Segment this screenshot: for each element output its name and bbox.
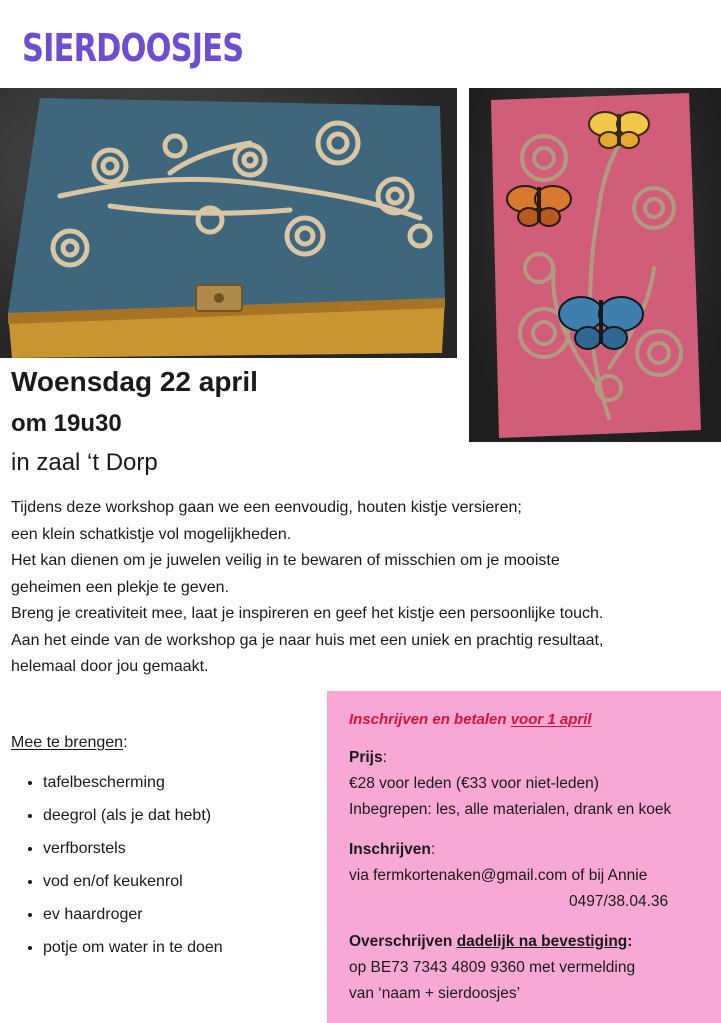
event-time: om 19u30 [11,410,122,437]
list-item: • verfborstels [43,832,311,865]
bring-list-section [11,730,311,964]
list-item: • ev haardroger [43,898,311,931]
description-line: Aan het einde van de workshop ga je naar huis met een uniek en prachtig resultaat, [11,631,604,649]
photo-pink-box [469,88,721,442]
description-line: geheimen een plekje te geven. [11,578,229,596]
price-label: Prijs [349,749,383,766]
price-section: Prijs: €28 voor leden (€33 voor niet-leden) Inbegrepen: les, alle materialen, drank en koek [349,745,721,823]
bring-heading: Mee te brengen: [11,734,128,751]
photo-blue-box [0,88,457,358]
signup-section: Inschrijven: via fermkortenaken@gmail.com of bij Annie 0497/38.04.36 [349,837,721,915]
signup-line: via fermkortenaken@gmail.com of bij Annie [349,867,648,884]
page-title: SIERDOOSJES [22,26,244,70]
signup-label: Inschrijven [349,841,431,858]
description-line: helemaal door jou gemaakt. [11,658,209,675]
transfer-line: op BE73 7343 4809 9360 met vermelding [349,959,636,976]
description [11,495,716,681]
description-line: Tijdens deze workshop gaan we een eenvoudig, houten kistje versieren; [11,499,522,516]
description-line: Het kan dienen om je juwelen veilig in te bewaren of misschien om je mooiste [11,552,560,569]
list-item: • deegrol (als je dat hebt) [43,799,311,832]
included-line: Inbegrepen: les, alle materialen, drank en koek [349,801,672,818]
event-place: in zaal ‘t Dorp [11,449,158,476]
description-line: een klein schatkistje vol mogelijkheden. [11,525,292,543]
list-item: • potje om water in te doen [43,931,311,964]
list-item: • tafelbescherming [43,766,311,799]
registration-box [327,691,721,1023]
price-line: €28 voor leden (€33 voor niet-leden) [349,775,599,792]
description-line: Breng je creativiteit mee, laat je inspireren en geef het kistje een persoonlijke touch. [11,605,604,622]
phone-number: 0497/38.04.36 [569,893,669,910]
event-date: Woensdag 22 april [11,366,258,397]
transfer-line: van ‘naam + sierdoosjes’ [349,985,521,1002]
bring-list [11,766,311,964]
transfer-section: Overschrijven dadelijk na bevestiging: op BE73 7343 4809 9360 met vermelding van ‘naam + sierdoosjes’ [349,929,721,1007]
transfer-emphasis: dadelijk na bevestiging [456,933,628,950]
list-item: • vod en/of keukenrol [43,865,311,898]
registration-deadline: Inschrijven en betalen voor 1 april [349,711,592,728]
